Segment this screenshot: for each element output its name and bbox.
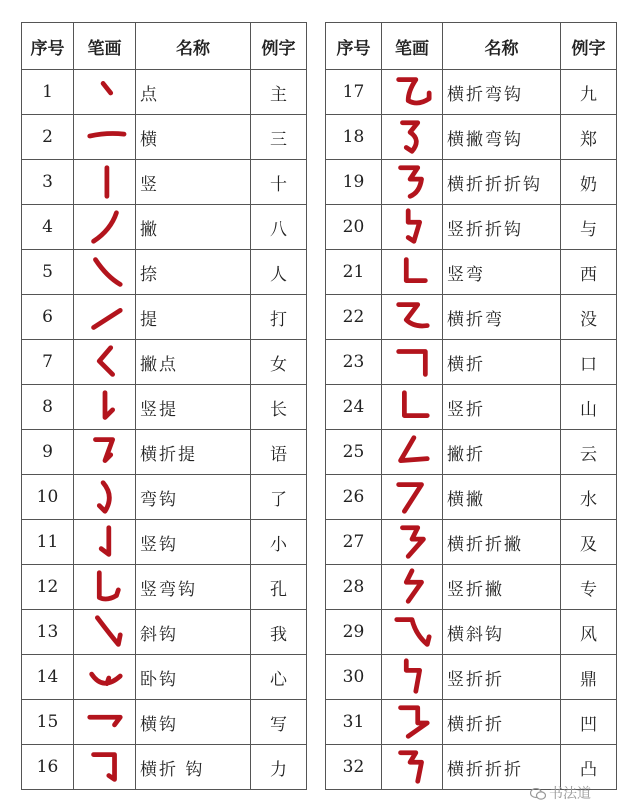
stroke-name: 横折	[443, 340, 561, 385]
stroke-name: 竖钩	[136, 520, 251, 565]
stroke-szz-icon	[389, 657, 435, 697]
stroke-hzz-icon	[389, 702, 435, 742]
row-number: 31	[326, 700, 382, 745]
watermark	[530, 783, 591, 803]
stroke-glyph	[74, 610, 136, 655]
stroke-glyph	[74, 250, 136, 295]
row-number: 8	[22, 385, 74, 430]
stroke-glyph	[382, 115, 443, 160]
stroke-hpwg-icon	[389, 117, 435, 157]
stroke-name: 竖	[136, 160, 251, 205]
stroke-table-left	[21, 22, 307, 790]
table-row	[326, 700, 617, 745]
stroke-name: 横折折折钩	[443, 160, 561, 205]
stroke-glyph	[382, 610, 443, 655]
stroke-name: 横	[136, 115, 251, 160]
row-number: 7	[22, 340, 74, 385]
stroke-name: 横折弯	[443, 295, 561, 340]
row-number: 17	[326, 70, 382, 115]
row-number: 23	[326, 340, 382, 385]
table-row	[326, 520, 617, 565]
stroke-hzzz-icon	[389, 747, 435, 787]
table-row	[22, 475, 307, 520]
stroke-hzzp-icon	[389, 522, 435, 562]
stroke-henggou-icon	[82, 702, 128, 742]
table-header-row	[22, 23, 307, 70]
stroke-name: 横钩	[136, 700, 251, 745]
table-row	[326, 205, 617, 250]
stroke-name: 横折弯钩	[443, 70, 561, 115]
stroke-glyph	[382, 655, 443, 700]
table-row	[326, 340, 617, 385]
stroke-glyph	[74, 565, 136, 610]
stroke-hzzzg-icon	[389, 162, 435, 202]
stroke-name: 撇	[136, 205, 251, 250]
row-number: 24	[326, 385, 382, 430]
table-row	[326, 655, 617, 700]
stroke-name: 卧钩	[136, 655, 251, 700]
row-number: 30	[326, 655, 382, 700]
example-char: 力	[251, 745, 307, 790]
example-char: 奶	[561, 160, 617, 205]
stroke-pie-icon	[82, 207, 128, 247]
stroke-glyph	[74, 295, 136, 340]
example-char: 凹	[561, 700, 617, 745]
example-char: 水	[561, 475, 617, 520]
stroke-hengzhegou-icon	[82, 747, 128, 787]
example-char: 小	[251, 520, 307, 565]
row-number: 19	[326, 160, 382, 205]
stroke-name: 撇折	[443, 430, 561, 475]
example-char: 与	[561, 205, 617, 250]
example-char: 及	[561, 520, 617, 565]
table-row	[22, 610, 307, 655]
stroke-hzw-icon	[389, 297, 435, 337]
table-row	[22, 700, 307, 745]
stroke-glyph	[382, 295, 443, 340]
row-number: 22	[326, 295, 382, 340]
stroke-shuwan-icon	[389, 252, 435, 292]
header-num: 序号	[326, 23, 382, 70]
stroke-glyph	[382, 430, 443, 475]
table-row	[22, 205, 307, 250]
table-row	[22, 520, 307, 565]
table-row	[22, 115, 307, 160]
header-num: 序号	[22, 23, 74, 70]
stroke-dot-icon	[82, 72, 128, 112]
table-header-row	[326, 23, 617, 70]
stroke-name: 提	[136, 295, 251, 340]
example-char: 口	[561, 340, 617, 385]
table-row	[326, 160, 617, 205]
watermark-text: 书法道	[549, 786, 591, 802]
table-row	[326, 475, 617, 520]
stroke-wangou-icon	[82, 477, 128, 517]
stroke-glyph	[74, 520, 136, 565]
example-char: 八	[251, 205, 307, 250]
header-stroke: 笔画	[74, 23, 136, 70]
stroke-glyph	[74, 385, 136, 430]
example-char: 鼎	[561, 655, 617, 700]
table-row	[326, 250, 617, 295]
stroke-name: 捺	[136, 250, 251, 295]
example-char: 我	[251, 610, 307, 655]
example-char: 九	[561, 70, 617, 115]
example-char: 打	[251, 295, 307, 340]
row-number: 3	[22, 160, 74, 205]
stroke-name: 横折折折	[443, 745, 561, 790]
table-row	[22, 655, 307, 700]
table-row	[22, 250, 307, 295]
example-char: 长	[251, 385, 307, 430]
row-number: 2	[22, 115, 74, 160]
example-char: 专	[561, 565, 617, 610]
row-number: 18	[326, 115, 382, 160]
stroke-shu-icon	[82, 162, 128, 202]
table-row	[326, 610, 617, 655]
stroke-glyph	[74, 475, 136, 520]
example-char: 孔	[251, 565, 307, 610]
stroke-glyph	[74, 70, 136, 115]
stroke-hengpie-icon	[389, 477, 435, 517]
stroke-piezhe-icon	[389, 432, 435, 472]
table-row	[22, 70, 307, 115]
row-number: 16	[22, 745, 74, 790]
table-row	[326, 385, 617, 430]
stroke-glyph	[382, 160, 443, 205]
stroke-name: 撇点	[136, 340, 251, 385]
row-number: 11	[22, 520, 74, 565]
example-char: 郑	[561, 115, 617, 160]
stroke-glyph	[74, 340, 136, 385]
table-row	[326, 70, 617, 115]
header-stroke: 笔画	[382, 23, 443, 70]
stroke-name: 竖折折	[443, 655, 561, 700]
header-name: 名称	[443, 23, 561, 70]
row-number: 5	[22, 250, 74, 295]
stroke-name: 横折提	[136, 430, 251, 475]
stroke-hxg-icon	[389, 612, 435, 652]
stroke-xiegou-icon	[82, 612, 128, 652]
stroke-name: 竖折撇	[443, 565, 561, 610]
table-row	[326, 115, 617, 160]
stroke-ti-icon	[82, 297, 128, 337]
stroke-shuzhe-icon	[389, 387, 435, 427]
stroke-glyph	[74, 700, 136, 745]
stroke-piedian-icon	[82, 342, 128, 382]
stroke-glyph	[382, 205, 443, 250]
stroke-na-icon	[82, 252, 128, 292]
row-number: 12	[22, 565, 74, 610]
stroke-name: 横撇	[443, 475, 561, 520]
example-char: 语	[251, 430, 307, 475]
stroke-glyph	[382, 250, 443, 295]
row-number: 29	[326, 610, 382, 655]
stroke-name: 竖弯	[443, 250, 561, 295]
row-number: 6	[22, 295, 74, 340]
stroke-glyph	[74, 160, 136, 205]
stroke-name: 竖弯钩	[136, 565, 251, 610]
stroke-glyph	[382, 475, 443, 520]
stroke-glyph	[382, 520, 443, 565]
stroke-name: 横折 钩	[136, 745, 251, 790]
row-number: 13	[22, 610, 74, 655]
example-char: 人	[251, 250, 307, 295]
table-row	[326, 295, 617, 340]
stroke-name: 横撇弯钩	[443, 115, 561, 160]
stroke-name: 竖折折钩	[443, 205, 561, 250]
stroke-name: 竖提	[136, 385, 251, 430]
example-char: 风	[561, 610, 617, 655]
table-row	[22, 160, 307, 205]
table-row	[22, 745, 307, 790]
stroke-name: 竖折	[443, 385, 561, 430]
stroke-glyph	[382, 700, 443, 745]
example-char: 主	[251, 70, 307, 115]
table-row	[22, 385, 307, 430]
row-number: 32	[326, 745, 382, 790]
row-number: 1	[22, 70, 74, 115]
row-number: 20	[326, 205, 382, 250]
stroke-glyph	[382, 385, 443, 430]
stroke-name: 斜钩	[136, 610, 251, 655]
example-char: 了	[251, 475, 307, 520]
table-row	[22, 430, 307, 475]
table-row	[22, 295, 307, 340]
wechat-icon	[530, 788, 546, 800]
row-number: 9	[22, 430, 74, 475]
stroke-name: 弯钩	[136, 475, 251, 520]
row-number: 21	[326, 250, 382, 295]
stroke-hzwg-icon	[389, 72, 435, 112]
row-number: 15	[22, 700, 74, 745]
stroke-glyph	[74, 430, 136, 475]
table-row	[326, 430, 617, 475]
stroke-glyph	[74, 205, 136, 250]
row-number: 25	[326, 430, 382, 475]
table-row	[326, 565, 617, 610]
example-char: 十	[251, 160, 307, 205]
stroke-szp-icon	[389, 567, 435, 607]
header-example: 例字	[561, 23, 617, 70]
stroke-shuti-icon	[82, 387, 128, 427]
example-char: 女	[251, 340, 307, 385]
example-char: 山	[561, 385, 617, 430]
stroke-glyph	[382, 340, 443, 385]
example-char: 西	[561, 250, 617, 295]
stroke-table-right	[325, 22, 617, 790]
example-char: 凸	[561, 745, 617, 790]
row-number: 28	[326, 565, 382, 610]
example-char: 心	[251, 655, 307, 700]
table-row	[22, 565, 307, 610]
stroke-glyph	[382, 565, 443, 610]
stroke-hengzheti-icon	[82, 432, 128, 472]
row-number: 4	[22, 205, 74, 250]
stroke-heng-icon	[82, 117, 128, 157]
example-char: 没	[561, 295, 617, 340]
stroke-name: 点	[136, 70, 251, 115]
stroke-name: 横折折	[443, 700, 561, 745]
stroke-name: 横折折撇	[443, 520, 561, 565]
row-number: 10	[22, 475, 74, 520]
stroke-shuwangou-icon	[82, 567, 128, 607]
stroke-wogou-icon	[82, 657, 128, 697]
header-example: 例字	[251, 23, 307, 70]
table-row	[22, 340, 307, 385]
stroke-szzg-icon	[389, 207, 435, 247]
stroke-glyph	[382, 745, 443, 790]
stroke-glyph	[382, 70, 443, 115]
row-number: 27	[326, 520, 382, 565]
stroke-shugou-icon	[82, 522, 128, 562]
stroke-name: 横斜钩	[443, 610, 561, 655]
stroke-hengzhe-icon	[389, 342, 435, 382]
stroke-glyph	[74, 115, 136, 160]
stroke-glyph	[74, 655, 136, 700]
example-char: 写	[251, 700, 307, 745]
example-char: 三	[251, 115, 307, 160]
stroke-glyph	[74, 745, 136, 790]
row-number: 26	[326, 475, 382, 520]
row-number: 14	[22, 655, 74, 700]
header-name: 名称	[136, 23, 251, 70]
example-char: 云	[561, 430, 617, 475]
